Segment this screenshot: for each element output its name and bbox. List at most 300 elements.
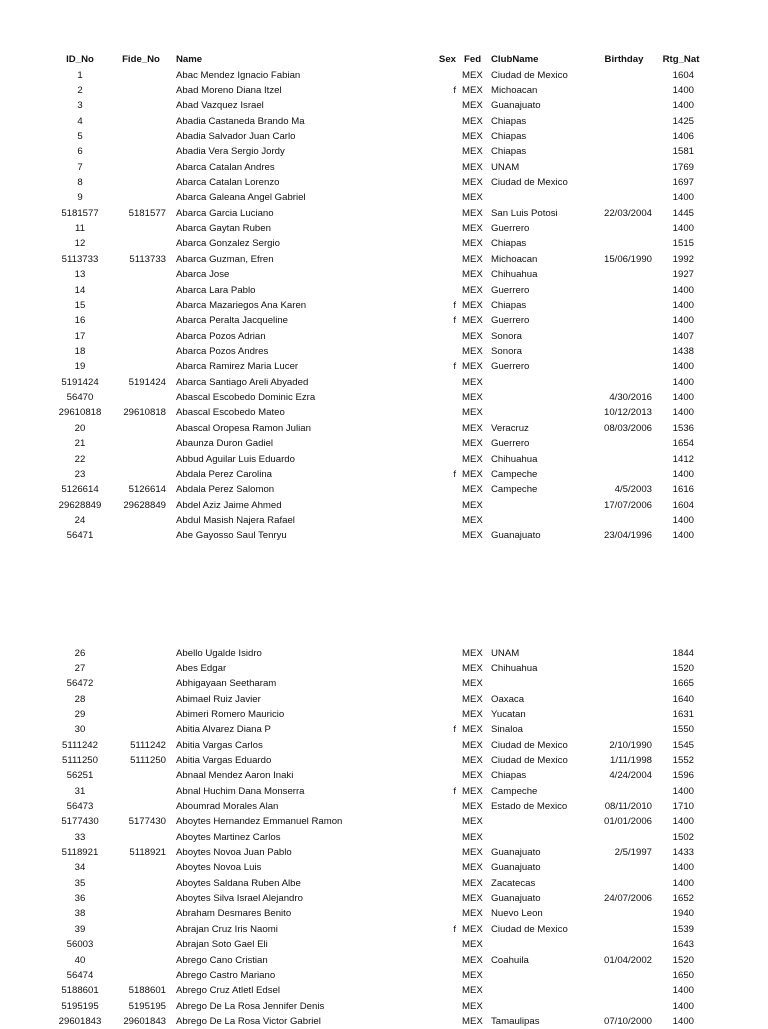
cell-fed: MEX xyxy=(462,468,483,480)
cell-id: 30 xyxy=(74,724,86,736)
cell-rating: 1710 xyxy=(672,801,694,812)
cell-rating: 1400 xyxy=(672,407,694,419)
cell-fed: MEX xyxy=(462,893,483,905)
cell-name: Abascal Escobedo Dominic Ezra xyxy=(176,392,316,404)
cell-club: Yucatan xyxy=(491,708,526,720)
cell-fed: MEX xyxy=(462,238,483,250)
cell-name: Abrajan Cruz Iris Naomi xyxy=(176,923,278,935)
cell-fed: MEX xyxy=(462,438,483,450)
table-row xyxy=(0,405,768,420)
cell-fed: MEX xyxy=(462,785,483,797)
cell-fed: MEX xyxy=(462,514,483,526)
cell-rating: 1425 xyxy=(672,115,694,127)
cell-id: 12 xyxy=(74,238,86,250)
cell-fed: MEX xyxy=(462,392,483,404)
cell-id: 5195195 xyxy=(61,1000,99,1012)
cell-id: 5111242 xyxy=(62,739,98,751)
cell-club: Michoacan xyxy=(491,84,538,96)
cell-name: Abadia Salvador Juan Carlo xyxy=(176,130,296,142)
cell-id: 22 xyxy=(74,453,86,465)
cell-birthday: 07/10/2000 xyxy=(603,1015,652,1027)
cell-sex: f xyxy=(453,361,456,373)
cell-name: Abarca Gaytan Ruben xyxy=(176,223,271,235)
cell-club: Guerrero xyxy=(491,315,530,327)
table-row xyxy=(0,390,768,405)
cell-name: Aboytes Novoa Luis xyxy=(176,862,262,874)
table-row xyxy=(0,768,768,783)
cell-rating: 1604 xyxy=(672,69,694,81)
cell-id: 5188601 xyxy=(61,985,99,997)
cell-fide: 5181577 xyxy=(128,207,166,219)
table-row xyxy=(0,513,768,528)
cell-name: Abdul Masish Najera Rafael xyxy=(176,514,295,526)
cell-club: Guanajuato xyxy=(491,847,541,859)
cell-id: 15 xyxy=(74,299,86,311)
cell-name: Abarca Guzman, Efren xyxy=(176,253,274,265)
cell-birthday: 08/11/2010 xyxy=(604,801,652,812)
cell-club: Campeche xyxy=(491,785,538,797)
cell-fed: MEX xyxy=(462,269,483,281)
cell-name: Abarca Gonzalez Sergio xyxy=(176,238,280,250)
cell-name: Abhigayaan Seetharam xyxy=(176,678,277,690)
cell-name: Abdala Perez Salomon xyxy=(176,484,275,496)
cell-fed: MEX xyxy=(462,299,483,311)
cell-club: Guerrero xyxy=(491,438,530,450)
cell-rating: 1407 xyxy=(672,330,694,342)
cell-fed: MEX xyxy=(462,908,483,920)
cell-name: Abrego De La Rosa Jennifer Denis xyxy=(176,1000,325,1012)
cell-club: Guanajuato xyxy=(491,893,541,905)
cell-rating: 1400 xyxy=(672,816,694,828)
cell-name: Abello Ugalde Isidro xyxy=(176,647,262,659)
cell-rating: 1640 xyxy=(672,693,694,705)
cell-fed: MEX xyxy=(462,84,483,96)
cell-club: UNAM xyxy=(491,161,520,173)
header-rating: Rtg_Nat xyxy=(662,54,700,65)
cell-fed: MEX xyxy=(462,161,483,173)
cell-name: Abrajan Soto Gael Eli xyxy=(176,939,268,951)
cell-rating: 1400 xyxy=(672,361,694,373)
cell-fed: MEX xyxy=(462,678,483,690)
cell-rating: 1400 xyxy=(672,468,694,480)
cell-name: Abitia Vargas Carlos xyxy=(176,739,263,751)
cell-fed: MEX xyxy=(462,985,483,997)
cell-id: 20 xyxy=(74,422,86,434)
cell-rating: 1406 xyxy=(672,130,694,142)
cell-id: 29 xyxy=(74,708,86,720)
table-row xyxy=(0,891,768,906)
table-row xyxy=(0,753,768,768)
cell-rating: 1400 xyxy=(672,299,694,311)
cell-rating: 1654 xyxy=(672,438,694,450)
cell-rating: 1992 xyxy=(672,253,694,265)
cell-fed: MEX xyxy=(462,192,483,204)
cell-club: Sonora xyxy=(491,330,522,342)
table-row xyxy=(0,906,768,921)
cell-rating: 1400 xyxy=(672,376,694,388)
table-row xyxy=(0,436,768,451)
cell-name: Abitia Vargas Eduardo xyxy=(176,754,272,766)
table-row xyxy=(0,206,768,221)
table-row xyxy=(0,452,768,467)
table-row xyxy=(0,114,768,129)
cell-fed: MEX xyxy=(462,453,483,465)
table-row xyxy=(0,830,768,845)
cell-name: Abascal Oropesa Ramon Julian xyxy=(176,422,311,434)
table-row xyxy=(0,252,768,267)
cell-id: 36 xyxy=(74,893,86,905)
cell-fed: MEX xyxy=(462,662,483,674)
table-row xyxy=(0,692,768,707)
cell-fed: MEX xyxy=(462,801,483,812)
cell-rating: 1400 xyxy=(672,284,694,296)
cell-fide: 5111250 xyxy=(130,754,166,766)
table-row xyxy=(0,359,768,374)
cell-rating: 1650 xyxy=(672,969,694,981)
cell-rating: 1515 xyxy=(672,238,694,250)
cell-id: 38 xyxy=(74,908,86,920)
table-row xyxy=(0,298,768,313)
cell-club: Guanajuato xyxy=(491,100,541,112)
cell-id: 11 xyxy=(75,223,85,235)
cell-fide: 29601843 xyxy=(123,1015,166,1027)
cell-fed: MEX xyxy=(462,770,483,782)
cell-id: 39 xyxy=(74,923,86,935)
cell-fide: 5111242 xyxy=(130,739,166,751)
cell-name: Abdel Aziz Jaime Ahmed xyxy=(176,499,282,511)
cell-rating: 1400 xyxy=(672,223,694,235)
table-row xyxy=(0,175,768,190)
cell-rating: 1596 xyxy=(672,770,694,782)
cell-rating: 1844 xyxy=(672,647,694,659)
cell-club: Guanajuato xyxy=(491,530,541,542)
cell-club: Ciudad de Mexico xyxy=(491,177,568,189)
header-birthday: Birthday xyxy=(604,54,644,65)
cell-id: 56473 xyxy=(66,801,94,812)
table-row xyxy=(0,83,768,98)
cell-rating: 1412 xyxy=(672,453,694,465)
cell-fed: MEX xyxy=(462,284,483,296)
cell-rating: 1400 xyxy=(672,862,694,874)
cell-name: Abadia Castaneda Brando Ma xyxy=(176,115,305,127)
cell-fed: MEX xyxy=(462,847,483,859)
cell-club: Chihuahua xyxy=(491,269,538,281)
cell-club: Chihuahua xyxy=(491,453,538,465)
cell-rating: 1520 xyxy=(672,662,694,674)
table-row xyxy=(0,722,768,737)
cell-name: Abrego Castro Mariano xyxy=(176,969,276,981)
cell-name: Abarca Galeana Angel Gabriel xyxy=(176,192,306,204)
cell-fed: MEX xyxy=(462,708,483,720)
table-row xyxy=(0,482,768,497)
cell-club: Sonora xyxy=(491,345,522,357)
cell-rating: 1643 xyxy=(672,939,694,951)
cell-club: Guerrero xyxy=(491,223,530,235)
table-row xyxy=(0,968,768,983)
cell-birthday: 4/30/2016 xyxy=(609,392,652,404)
cell-fide: 5191424 xyxy=(128,376,166,388)
cell-id: 4 xyxy=(77,115,83,127)
cell-fed: MEX xyxy=(462,100,483,112)
cell-club: Nuevo Leon xyxy=(491,908,543,920)
cell-fed: MEX xyxy=(462,739,483,751)
cell-id: 56474 xyxy=(66,969,94,981)
cell-id: 35 xyxy=(74,877,86,889)
cell-fed: MEX xyxy=(462,484,483,496)
cell-name: Aboytes Martinez Carlos xyxy=(176,831,281,843)
cell-club: Ciudad de Mexico xyxy=(491,754,568,766)
cell-club: Chiapas xyxy=(491,130,527,142)
cell-club: Tamaulipas xyxy=(491,1015,540,1027)
cell-rating: 1769 xyxy=(672,161,694,173)
cell-name: Abrego Cano Cristian xyxy=(176,954,268,966)
cell-fed: MEX xyxy=(462,69,483,81)
cell-club: Campeche xyxy=(491,484,538,496)
table-row xyxy=(0,236,768,251)
cell-rating: 1400 xyxy=(672,1000,694,1012)
cell-id: 16 xyxy=(74,315,86,327)
cell-rating: 1502 xyxy=(672,831,694,843)
cell-rating: 1400 xyxy=(672,100,694,112)
cell-id: 34 xyxy=(74,862,86,874)
cell-name: Abimael Ruiz Javier xyxy=(176,693,261,705)
table-row xyxy=(0,937,768,952)
cell-rating: 1433 xyxy=(672,847,694,859)
cell-rating: 1445 xyxy=(672,207,694,219)
cell-id: 56470 xyxy=(66,392,94,404)
cell-fed: MEX xyxy=(462,130,483,142)
cell-id: 27 xyxy=(74,662,86,674)
cell-name: Abimeri Romero Mauricio xyxy=(176,708,285,720)
cell-id: 5111250 xyxy=(62,754,98,766)
cell-birthday: 4/24/2004 xyxy=(609,770,652,782)
cell-id: 26 xyxy=(74,647,86,659)
cell-club: Campeche xyxy=(491,468,538,480)
cell-club: San Luis Potosi xyxy=(491,207,558,219)
cell-club: UNAM xyxy=(491,647,520,659)
header-name: Name xyxy=(176,54,203,65)
cell-club: Ciudad de Mexico xyxy=(491,739,568,751)
cell-id: 33 xyxy=(74,831,86,843)
cell-fide: 5177430 xyxy=(128,816,166,828)
cell-club: Oaxaca xyxy=(491,693,525,705)
cell-rating: 1400 xyxy=(672,530,694,542)
cell-id: 6 xyxy=(77,146,83,158)
cell-fed: MEX xyxy=(462,754,483,766)
cell-id: 9 xyxy=(77,192,83,204)
cell-name: Abaunza Duron Gadiel xyxy=(176,438,274,450)
cell-birthday: 4/5/2003 xyxy=(614,484,652,496)
cell-name: Abbud Aguilar Luis Eduardo xyxy=(176,453,295,465)
table-row xyxy=(0,267,768,282)
table-row xyxy=(0,375,768,390)
cell-fed: MEX xyxy=(462,422,483,434)
table-row xyxy=(0,467,768,482)
cell-id: 3 xyxy=(77,100,83,112)
cell-fed: MEX xyxy=(462,1015,483,1027)
cell-id: 21 xyxy=(74,438,86,450)
cell-fed: MEX xyxy=(462,969,483,981)
cell-club: Chiapas xyxy=(491,115,527,127)
cell-birthday: 17/07/2006 xyxy=(603,499,652,511)
cell-fed: MEX xyxy=(462,862,483,874)
cell-name: Abarca Catalan Lorenzo xyxy=(176,177,280,189)
cell-fed: MEX xyxy=(462,877,483,889)
cell-id: 5177430 xyxy=(61,816,99,828)
cell-id: 7 xyxy=(77,161,83,173)
cell-id: 13 xyxy=(74,269,86,281)
cell-rating: 1539 xyxy=(672,923,694,935)
cell-name: Abad Moreno Diana Itzel xyxy=(176,84,282,96)
header-fed: Fed xyxy=(464,54,482,65)
cell-name: Abnal Huchim Dana Monserra xyxy=(176,785,305,797)
cell-fed: MEX xyxy=(462,146,483,158)
cell-name: Abe Gayosso Saul Tenryu xyxy=(176,530,287,542)
cell-id: 5181577 xyxy=(61,207,99,219)
cell-sex: f xyxy=(453,299,456,311)
cell-fed: MEX xyxy=(462,816,483,828)
cell-birthday: 23/04/1996 xyxy=(603,530,652,542)
cell-fed: MEX xyxy=(462,361,483,373)
cell-club: Zacatecas xyxy=(491,877,536,889)
cell-fed: MEX xyxy=(462,724,483,736)
cell-club: Guerrero xyxy=(491,361,530,373)
cell-sex: f xyxy=(453,315,456,327)
cell-fed: MEX xyxy=(462,530,483,542)
cell-name: Abrego Cruz Atletl Edsel xyxy=(176,985,280,997)
cell-birthday: 10/12/2013 xyxy=(603,407,652,419)
table-row xyxy=(0,738,768,753)
cell-fed: MEX xyxy=(462,223,483,235)
table-row xyxy=(0,129,768,144)
table-row xyxy=(0,876,768,891)
table-row xyxy=(0,283,768,298)
cell-name: Aboytes Novoa Juan Pablo xyxy=(176,847,292,859)
cell-fed: MEX xyxy=(462,923,483,935)
cell-name: Aboytes Silva Israel Alejandro xyxy=(176,893,303,905)
cell-name: Aboytes Saldana Ruben Albe xyxy=(176,877,301,889)
cell-name: Abarca Pozos Adrian xyxy=(176,330,266,342)
cell-id: 56472 xyxy=(66,678,94,690)
table-row xyxy=(0,221,768,236)
cell-name: Aboumrad Morales Alan xyxy=(176,801,279,812)
cell-rating: 1545 xyxy=(672,739,694,751)
table-row xyxy=(0,1014,768,1029)
cell-name: Abrego De La Rosa Victor Gabriel xyxy=(176,1015,321,1027)
cell-name: Abes Edgar xyxy=(176,662,227,674)
cell-fed: MEX xyxy=(462,954,483,966)
cell-birthday: 24/07/2006 xyxy=(603,893,652,905)
cell-name: Abad Vazquez Israel xyxy=(176,100,264,112)
cell-rating: 1536 xyxy=(672,422,694,434)
cell-name: Abarca Jose xyxy=(176,269,230,281)
cell-rating: 1400 xyxy=(672,985,694,997)
cell-fide: 5188601 xyxy=(128,985,166,997)
cell-rating: 1400 xyxy=(672,877,694,889)
cell-rating: 1652 xyxy=(672,893,694,905)
table-row xyxy=(0,421,768,436)
cell-id: 56251 xyxy=(66,770,94,782)
cell-sex: f xyxy=(453,785,456,797)
cell-name: Abdala Perez Carolina xyxy=(176,468,272,480)
cell-rating: 1520 xyxy=(672,954,694,966)
cell-rating: 1550 xyxy=(672,724,694,736)
cell-club: Guerrero xyxy=(491,284,530,296)
cell-birthday: 2/5/1997 xyxy=(614,847,652,859)
cell-fed: MEX xyxy=(462,831,483,843)
cell-fed: MEX xyxy=(462,499,483,511)
cell-rating: 1400 xyxy=(672,192,694,204)
cell-id: 40 xyxy=(74,954,86,966)
cell-sex: f xyxy=(453,923,456,935)
cell-club: Guanajuato xyxy=(491,862,541,874)
table-row xyxy=(0,344,768,359)
table-row xyxy=(0,528,768,543)
cell-id: 2 xyxy=(77,84,83,96)
cell-fide: 5118921 xyxy=(129,847,166,859)
table-row xyxy=(0,999,768,1014)
cell-id: 19 xyxy=(74,361,86,373)
cell-name: Abarca Ramirez Maria Lucer xyxy=(176,361,299,373)
cell-id: 24 xyxy=(74,514,86,526)
cell-id: 8 xyxy=(77,177,83,189)
cell-club: Sinaloa xyxy=(491,724,524,736)
table-row xyxy=(0,707,768,722)
cell-fed: MEX xyxy=(462,115,483,127)
cell-sex: f xyxy=(453,468,456,480)
cell-fed: MEX xyxy=(462,693,483,705)
cell-id: 29610818 xyxy=(58,407,102,419)
cell-id: 14 xyxy=(74,284,86,296)
cell-rating: 1400 xyxy=(672,514,694,526)
cell-id: 17 xyxy=(74,330,86,342)
cell-birthday: 22/03/2004 xyxy=(603,207,652,219)
cell-fide: 29628849 xyxy=(123,499,166,511)
cell-rating: 1665 xyxy=(672,678,694,690)
cell-club: Veracruz xyxy=(491,422,529,434)
table-row xyxy=(0,329,768,344)
cell-club: Chiapas xyxy=(491,238,527,250)
cell-name: Abadia Vera Sergio Jordy xyxy=(176,146,285,158)
table-row xyxy=(0,498,768,513)
cell-rating: 1581 xyxy=(672,146,694,158)
cell-name: Abarca Catalan Andres xyxy=(176,161,275,173)
table-row xyxy=(0,799,768,814)
table-row xyxy=(0,646,768,661)
cell-club: Chiapas xyxy=(491,299,527,311)
cell-fide: 5113733 xyxy=(129,253,166,265)
cell-id: 56003 xyxy=(66,939,94,951)
cell-fed: MEX xyxy=(462,939,483,951)
cell-club: Chiapas xyxy=(491,770,527,782)
cell-name: Abarca Garcia Luciano xyxy=(176,207,274,219)
cell-fed: MEX xyxy=(462,407,483,419)
table-row xyxy=(0,814,768,829)
cell-id: 5118921 xyxy=(61,847,99,859)
table-row xyxy=(0,68,768,83)
cell-fed: MEX xyxy=(462,253,483,265)
cell-club: Coahuila xyxy=(491,954,529,966)
cell-rating: 1400 xyxy=(672,785,694,797)
table-row xyxy=(0,953,768,968)
cell-name: Abarca Pozos Andres xyxy=(176,345,269,357)
cell-id: 18 xyxy=(74,345,86,357)
table-row xyxy=(0,922,768,937)
cell-club: Ciudad de Mexico xyxy=(491,69,568,81)
table-row xyxy=(0,98,768,113)
cell-birthday: 2/10/1990 xyxy=(609,739,652,751)
cell-id: 56471 xyxy=(66,530,94,542)
